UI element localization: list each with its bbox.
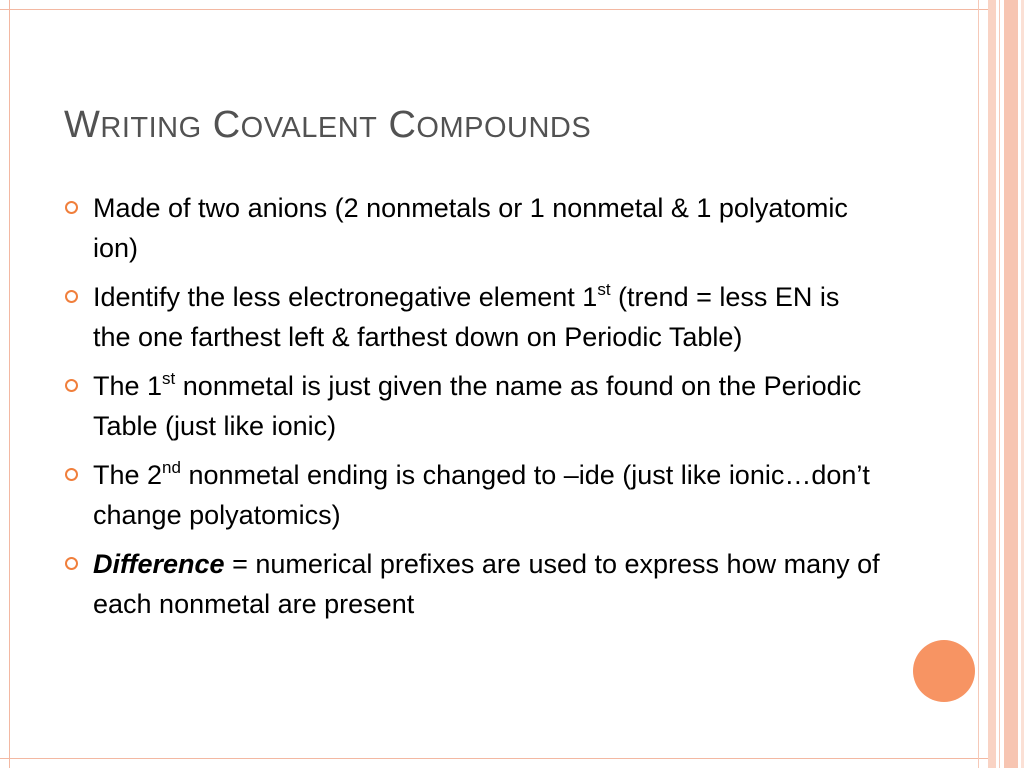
bullet-circle-icon xyxy=(65,468,78,481)
decorative-stripe xyxy=(1004,0,1018,768)
title-word: COVALENT xyxy=(212,104,378,146)
bullet-item: The 2nd nonmetal ending is changed to –ide (just like ionic…don’t change polyatomics) xyxy=(64,455,884,535)
decorative-stripe xyxy=(988,0,996,768)
emphasis-text: Difference xyxy=(93,549,225,579)
bullet-circle-icon xyxy=(65,290,78,303)
bullet-circle-icon xyxy=(65,379,78,392)
bullet-item: The 1st nonmetal is just given the name as found on the Periodic Table (just like ionic) xyxy=(64,366,884,446)
bullet-item: Made of two anions (2 nonmetals or 1 nonmetal & 1 polyatomic ion) xyxy=(64,188,884,268)
bullet-circle-icon xyxy=(65,201,78,214)
bullet-item: Identify the less electronegative element 1st (trend = less EN is the one farthest left & farthest down on Periodic Table) xyxy=(64,277,884,357)
decorative-stripe xyxy=(999,0,1000,768)
frame-bottom-border xyxy=(0,758,990,768)
slide-title xyxy=(64,104,591,147)
bullet-item: Difference = numerical prefixes are used to express how many of each nonmetal are present xyxy=(64,544,884,624)
bullet-list xyxy=(64,188,884,633)
bullet-circle-icon xyxy=(65,557,78,570)
title-word: COMPOUNDS xyxy=(388,104,592,146)
decorative-circle xyxy=(913,640,975,702)
decorative-stripe xyxy=(978,0,979,768)
frame-top-border xyxy=(0,0,990,10)
frame-left-border xyxy=(0,0,10,768)
title-word: WRITING xyxy=(64,104,202,146)
